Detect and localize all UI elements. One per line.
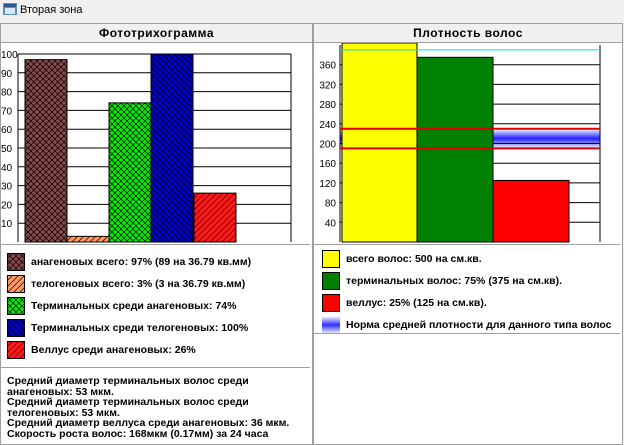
bar-4	[151, 54, 193, 242]
bar-2	[417, 57, 493, 242]
y-tick-label: 80	[1, 87, 13, 99]
phototrichogram-panel	[0, 23, 313, 445]
y-tick-label: 360	[319, 60, 336, 72]
y-tick-label: 40	[1, 162, 13, 174]
note-line: Средний диаметр терминальных волос среди телогеновых: 53 мкм.	[7, 396, 252, 419]
hair-density-title: Плотность волос	[314, 24, 622, 43]
note-line: Средний диаметр веллуса среди анагеновых: 36 мкм.	[7, 417, 290, 429]
y-tick-label: 160	[319, 159, 336, 171]
y-tick-label: 80	[324, 198, 336, 210]
bar-2	[67, 236, 109, 242]
measurement-notes	[7, 376, 312, 439]
y-tick-label: 240	[319, 119, 336, 131]
legend-swatch	[322, 294, 340, 312]
y-tick-label: 320	[319, 80, 336, 92]
legend-label: Терминальных среди анагеновых: 74%	[31, 300, 237, 312]
note-line: Средний диаметр терминальных волос среди анагеновых: 53 мкм.	[7, 375, 252, 398]
legend-label: всего волос: 500 на см.кв.	[346, 253, 482, 265]
bar-3	[493, 180, 569, 242]
legend-label: анагеновых всего: 97% (89 на 36.79 кв.мм)	[31, 256, 252, 268]
note-line: Скорость роста волос: 168мкм (0.17мм) за 24 часа	[7, 427, 269, 440]
y-tick-label: 50	[1, 144, 13, 155]
hair-density-panel	[313, 23, 623, 445]
y-tick-label: 40	[324, 218, 336, 230]
legend-label: веллус: 25% (125 на см.кв).	[346, 297, 487, 309]
bar-5	[194, 193, 236, 242]
y-tick-label: 200	[319, 139, 336, 151]
y-tick-label: 20	[1, 200, 13, 212]
legend-label: терминальных волос: 75% (375 на см.кв).	[346, 275, 562, 287]
legend-swatch	[322, 316, 340, 334]
legend-label: Терминальных среди телогеновых: 100%	[31, 322, 249, 334]
y-tick-label: 30	[1, 181, 13, 193]
y-tick-label: 70	[1, 106, 13, 118]
y-tick-label: 120	[319, 178, 336, 190]
legend-label: телогеновых всего: 3% (3 на 36.79 кв.мм)	[31, 278, 246, 290]
y-tick-label: 100	[1, 50, 18, 61]
phototrichogram-title: Фототрихограмма	[1, 24, 312, 43]
bar-1	[25, 60, 67, 242]
legend-swatch	[7, 341, 25, 359]
bar-1	[342, 43, 417, 242]
window-title: Вторая зона	[20, 4, 83, 16]
app-icon	[3, 3, 17, 15]
legend-label: Веллус среди анагеновых: 26%	[31, 344, 196, 356]
phototrichogram-chart	[1, 43, 310, 243]
legend-swatch	[7, 275, 25, 293]
legend-swatch	[322, 272, 340, 290]
y-tick-label: 90	[1, 68, 13, 80]
bar-3	[109, 103, 151, 242]
title-bar	[0, 0, 624, 20]
y-tick-label: 280	[319, 100, 336, 112]
legend-swatch	[7, 319, 25, 337]
y-tick-label: 10	[1, 219, 13, 231]
y-tick-label: 60	[1, 125, 13, 137]
legend-swatch	[322, 250, 340, 268]
legend-swatch	[7, 253, 25, 271]
hair-density-chart	[314, 43, 620, 243]
legend-label: Норма средней плотности для данного типа волос	[346, 319, 612, 331]
legend-swatch	[7, 297, 25, 315]
